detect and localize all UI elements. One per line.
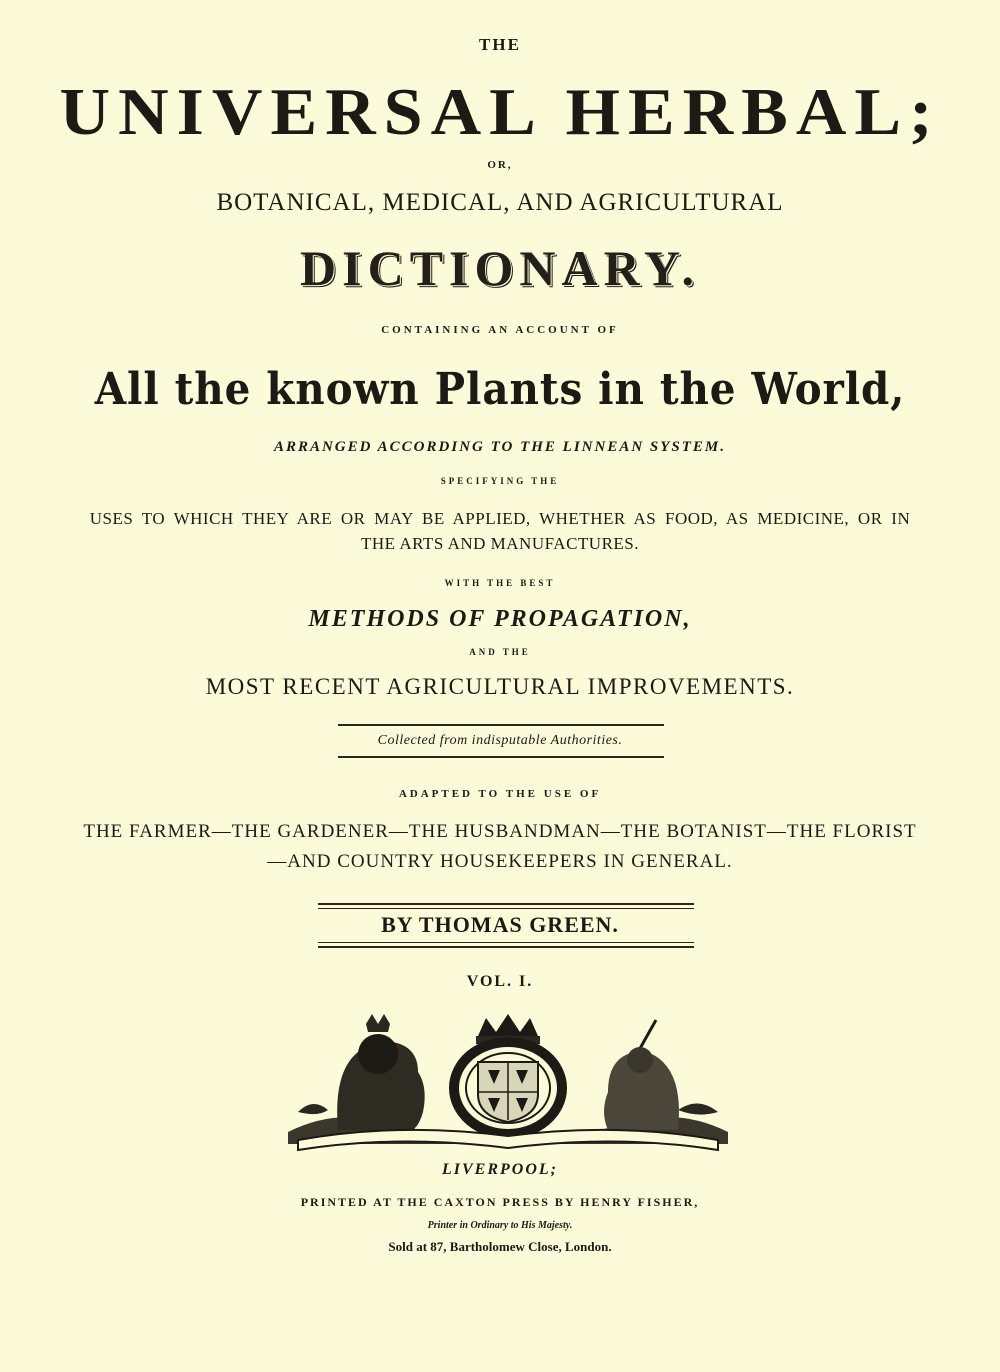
divider-rule xyxy=(318,942,694,943)
recent-improvements-line: MOST RECENT AGRICULTURAL IMPROVEMENTS. xyxy=(205,674,795,699)
and-the-line: AND THE xyxy=(469,647,531,657)
volume-line: VOL. I. xyxy=(466,973,534,990)
title-article: THE xyxy=(479,35,521,54)
title-or: OR, xyxy=(487,159,513,171)
audience-line-1: THE FARMER—THE GARDENER—THE HUSBANDMAN—THE BOTANIST—THE FLORIST xyxy=(83,821,917,842)
imprint-city: LIVERPOOL; xyxy=(442,1161,558,1178)
imprint-printer: Printer in Ordinary to His Majesty. xyxy=(427,1220,573,1231)
author-line: BY THOMAS GREEN. xyxy=(381,912,619,937)
specifying-line: SPECIFYING THE xyxy=(440,476,560,486)
collected-line: Collected from indisputable Authorities. xyxy=(377,733,623,748)
with-best-line: WITH THE BEST xyxy=(444,578,556,588)
divider-rule xyxy=(318,908,694,909)
imprint-sold: Sold at 87, Bartholomew Close, London. xyxy=(388,1239,612,1254)
divider-rule xyxy=(338,756,664,758)
audience-line-2: —AND COUNTRY HOUSEKEEPERS IN GENERAL. xyxy=(267,851,733,872)
imprint-printed: PRINTED AT THE CAXTON PRESS BY HENRY FISHER, xyxy=(300,1195,700,1209)
divider-rule xyxy=(318,903,694,905)
subtitle: BOTANICAL, MEDICAL, AND AGRICULTURAL xyxy=(216,189,784,216)
dictionary-heading: DICTIONARY. xyxy=(300,240,700,296)
divider-rule xyxy=(338,724,664,726)
royal-coat-of-arms-icon xyxy=(278,1012,738,1152)
divider-rule xyxy=(318,946,694,948)
uses-line-2: THE ARTS AND MANUFACTURES. xyxy=(360,534,640,553)
plants-line: All the known Plants in the World, xyxy=(94,364,906,415)
adapted-line: ADAPTED TO THE USE OF xyxy=(398,788,602,800)
main-title: UNIVERSAL HERBAL; xyxy=(59,75,941,150)
uses-line-1: USES TO WHICH THEY ARE OR MAY BE APPLIED, WHETHER AS FOOD, AS MEDICINE, OR IN xyxy=(89,509,911,528)
containing-line: CONTAINING AN ACCOUNT OF xyxy=(381,324,619,336)
arranged-line: ARRANGED ACCORDING TO THE LINNEAN SYSTEM. xyxy=(273,439,727,455)
methods-line: METHODS OF PROPAGATION, xyxy=(308,606,692,632)
